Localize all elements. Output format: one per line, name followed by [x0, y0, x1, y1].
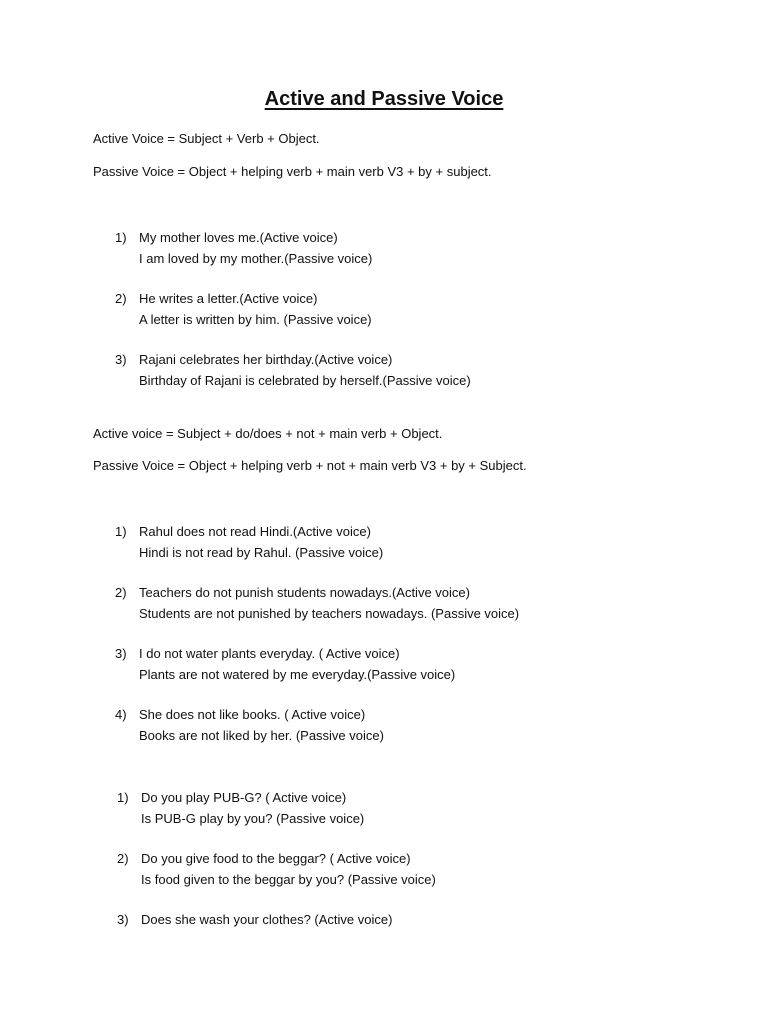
list-item: [117, 788, 436, 829]
active-sentence: Do you play PUB-G? ( Active voice): [141, 790, 347, 805]
list-item: [115, 583, 519, 624]
active-sentence: He writes a letter.(Active voice): [139, 291, 318, 306]
passive-sentence: Students are not punished by teachers nowadays. (Passive voice): [139, 605, 520, 621]
item-number: 1): [117, 790, 129, 805]
active-sentence: She does not like books. ( Active voice): [139, 707, 366, 722]
page-title-text: Active and Passive Voice: [264, 88, 504, 110]
active-voice-rule: Active Voice = Subject + Verb + Object.: [93, 131, 320, 146]
list-item: [117, 910, 436, 931]
list-item: [117, 849, 436, 890]
item-number: 1): [115, 524, 127, 539]
item-number: 2): [117, 851, 129, 866]
list-item: [115, 644, 519, 685]
passive-sentence: A letter is written by him. (Passive voice): [139, 311, 372, 327]
list-item: [115, 522, 519, 563]
list-item: [115, 228, 471, 269]
item-number: 2): [115, 585, 127, 600]
list-item: [115, 289, 471, 330]
item-number: 3): [115, 352, 127, 367]
active-sentence: Rajani celebrates her birthday.(Active voice): [139, 352, 393, 367]
item-number: 3): [117, 912, 129, 927]
item-number: 4): [115, 707, 127, 722]
passive-sentence: Books are not liked by her. (Passive voice): [139, 727, 384, 743]
example-list-simple-present: [115, 228, 471, 391]
example-list-questions: [117, 788, 436, 931]
passive-voice-rule: Passive Voice = Object + helping verb + main verb V3 + by + subject.: [93, 164, 492, 179]
item-number: 3): [115, 646, 127, 661]
passive-sentence: Is food given to the beggar by you? (Passive voice): [141, 871, 436, 887]
passive-sentence: I am loved by my mother.(Passive voice): [139, 250, 373, 266]
item-number: 1): [115, 230, 127, 245]
negative-passive-voice-rule: Passive Voice = Object + helping verb + not + main verb V3 + by + Subject.: [93, 458, 527, 473]
active-sentence: Do you give food to the beggar? ( Active voice): [141, 851, 411, 866]
list-item: [115, 350, 471, 391]
example-list-negative: [115, 522, 519, 746]
active-sentence: I do not water plants everyday. ( Active voice): [139, 646, 400, 661]
passive-sentence: Plants are not watered by me everyday.(Passive voice): [139, 666, 456, 682]
negative-active-voice-rule: Active voice = Subject + do/does + not + main verb + Object.: [93, 426, 443, 441]
active-sentence: My mother loves me.(Active voice): [139, 230, 338, 245]
page-title: [0, 88, 768, 111]
active-sentence: Rahul does not read Hindi.(Active voice): [139, 524, 371, 539]
active-sentence: Teachers do not punish students nowadays.(Active voice): [139, 585, 470, 600]
passive-sentence: Hindi is not read by Rahul. (Passive voice): [139, 544, 384, 560]
active-sentence: Does she wash your clothes? (Active voice): [141, 912, 393, 927]
list-item: [115, 705, 519, 746]
passive-sentence: Birthday of Rajani is celebrated by herself.(Passive voice): [139, 372, 471, 388]
item-number: 2): [115, 291, 127, 306]
passive-sentence: Is PUB-G play by you? (Passive voice): [141, 810, 365, 826]
